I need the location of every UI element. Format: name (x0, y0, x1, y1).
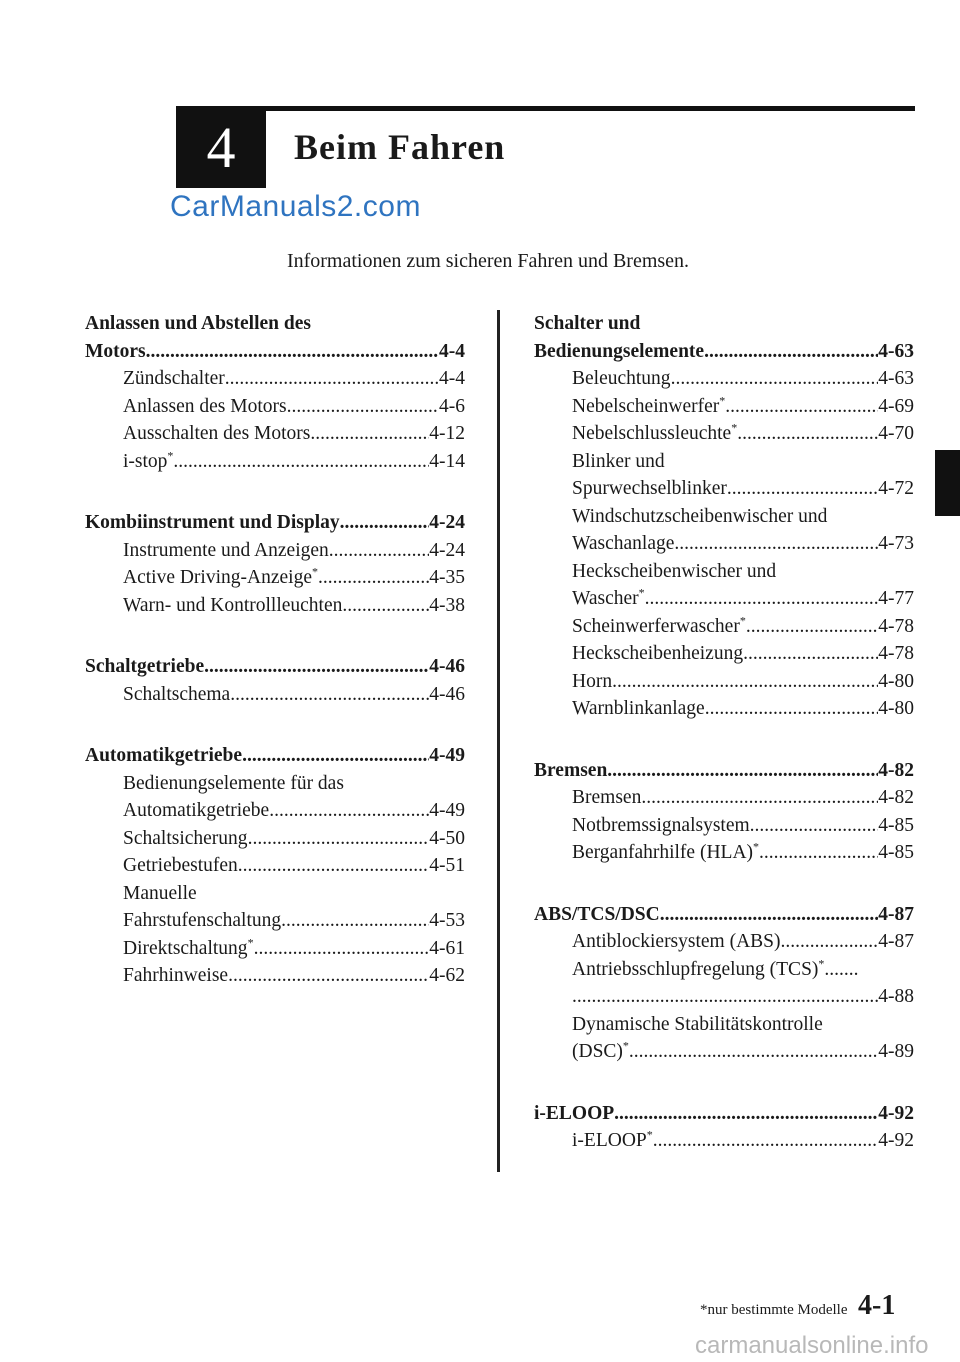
toc-page-number: 4-63 (878, 368, 914, 389)
toc-page-number: 4-69 (878, 395, 914, 417)
toc-page-number: 4-49 (429, 800, 465, 821)
toc-item[interactable] (534, 585, 914, 613)
chapter-tab-marker (935, 450, 960, 516)
toc-section-abs (534, 901, 914, 1066)
toc-section-title: Schaltgetriebe (85, 656, 205, 677)
chapter-number-box (176, 106, 266, 188)
toc-item[interactable] (534, 1038, 914, 1066)
toc-item[interactable] (85, 962, 465, 990)
toc-section-entry[interactable] (534, 1100, 914, 1128)
toc-section-schalter (534, 310, 914, 723)
toc-page-number: 4-24 (429, 512, 465, 533)
toc-item-label: Warn- und Kontrollleuchten (123, 594, 343, 616)
toc-page-number: 4-89 (878, 1041, 914, 1062)
toc-section-title: Motors (85, 340, 146, 362)
toc-page-number: 4-62 (429, 965, 465, 986)
toc-leader-dots (342, 592, 429, 620)
toc-leader-dots (340, 509, 430, 537)
toc-item-label: i-ELOOP* (572, 1127, 653, 1151)
toc-leader-dots (281, 907, 429, 935)
optional-marker: * (622, 1038, 629, 1053)
column-divider (497, 310, 500, 1172)
toc-page-number: 4-73 (878, 533, 914, 554)
toc-page-number: 4-6 (439, 395, 465, 417)
toc-section-title: i-ELOOP (534, 1102, 615, 1124)
toc-leader-dots (704, 338, 878, 366)
toc-page-number: 4-61 (429, 937, 465, 959)
page-number: 4-1 (858, 1290, 896, 1321)
toc-section-anlassen (85, 310, 465, 475)
toc-page-number: 4-35 (429, 567, 465, 588)
toc-item[interactable] (85, 852, 465, 880)
toc-page-number: 4-87 (878, 931, 914, 952)
toc-leader-dots (318, 564, 429, 592)
toc-page-number: 4-4 (439, 368, 465, 389)
toc-leader-dots (329, 537, 429, 565)
toc-item-line: Heckscheibenwischer und (572, 560, 777, 582)
toc-section-entry[interactable] (85, 338, 465, 366)
toc-item[interactable] (534, 1127, 914, 1155)
toc-page-number: 4-92 (878, 1102, 914, 1124)
toc-section-title: Kombiinstrument und Display (85, 512, 340, 533)
toc-page-number: 4-78 (878, 643, 914, 664)
toc-page-number: 4-88 (878, 986, 914, 1007)
toc-item[interactable] (85, 935, 465, 963)
toc-section-schaltgetriebe (85, 653, 465, 708)
toc-page-number: 4-82 (878, 759, 914, 781)
toc-leader-dots (146, 338, 439, 366)
toc-page-number: 4-24 (429, 539, 465, 561)
toc-item[interactable] (534, 695, 914, 723)
toc-item[interactable] (534, 420, 914, 448)
toc-page-number: 4-46 (429, 656, 465, 677)
toc-item-label: Berganfahrhilfe (HLA)* (572, 839, 760, 863)
toc-page-number: 4-4 (439, 340, 465, 362)
toc-leader-dots (238, 852, 429, 880)
toc-item-label: Ausschalten des Motors (123, 423, 311, 444)
toc-item-label: Wascher* (572, 585, 645, 609)
chapter-number: 4 (206, 114, 236, 180)
toc-item-line: Dynamische Stabilitätskontrolle (572, 1013, 823, 1035)
toc-item-line: Blinker und (572, 450, 665, 472)
toc-section-entry[interactable] (85, 509, 465, 537)
toc-item-label: Beleuchtung (572, 368, 671, 389)
toc-item-label: i-stop* (123, 448, 174, 472)
toc-section-automatikgetriebe (85, 742, 465, 990)
toc-page-number: 4-87 (878, 903, 914, 925)
toc-page-number: 4-72 (878, 478, 914, 499)
footer-note: *nur bestimmte Modelle (700, 1302, 848, 1318)
toc-item[interactable] (534, 530, 914, 558)
toc-item-label: Automatikgetriebe (123, 800, 270, 821)
toc-item-label: Getriebestufen (123, 855, 238, 876)
optional-marker: * (719, 393, 726, 407)
toc-leader-dots (572, 983, 878, 1011)
toc-page-number: 4-85 (878, 814, 914, 836)
toc-item-label: Horn (572, 670, 613, 692)
toc-leader-dots (248, 825, 430, 853)
toc-item-label: Instrumente und Anzeigen (123, 539, 329, 561)
toc-page-number: 4-12 (429, 423, 465, 444)
toc-leader-dots (727, 475, 878, 503)
toc-item[interactable] (85, 825, 465, 853)
toc-section-entry[interactable] (85, 742, 465, 770)
toc-leader-dots (310, 420, 429, 448)
toc-leader-dots (228, 962, 429, 990)
toc-page-number: 4-46 (429, 683, 465, 705)
toc-leader-dots (750, 812, 879, 840)
toc-item-label: Spurwechselblinker (572, 478, 727, 499)
toc-page-number: 4-80 (878, 698, 914, 719)
toc-item[interactable] (534, 668, 914, 696)
toc-page-number: 4-49 (429, 745, 465, 766)
toc-item-label: Fahrstufenschaltung (123, 910, 282, 931)
toc-item-line: Antriebsschlupfregelung (TCS)*....... (572, 956, 859, 980)
toc-item-label: Scheinwerferwascher* (572, 613, 746, 637)
toc-item[interactable] (85, 797, 465, 825)
toc-left-column (85, 310, 465, 1024)
toc-item[interactable] (534, 839, 914, 867)
toc-page-number: 4-14 (429, 450, 465, 472)
toc-leader-dots (725, 393, 878, 421)
optional-marker: * (753, 839, 760, 854)
toc-leader-dots (269, 797, 429, 825)
toc-page-number: 4-77 (878, 588, 914, 609)
toc-section-title: Bremsen (534, 759, 608, 781)
toc-section-title: Bedienungselemente (534, 340, 705, 362)
toc-leader-dots (225, 365, 439, 393)
toc-section-title: ABS/TCS/DSC (534, 903, 660, 925)
toc-item[interactable] (85, 907, 465, 935)
toc-leader-dots (653, 1127, 879, 1155)
toc-item-line: Windschutzscheibenwischer und (572, 505, 828, 527)
toc-leader-dots (614, 1100, 878, 1128)
toc-right-column (534, 310, 914, 1189)
toc-leader-dots (204, 653, 429, 681)
toc-page-number: 4-51 (429, 855, 465, 876)
toc-leader-dots (287, 393, 439, 421)
toc-leader-dots (645, 585, 879, 613)
toc-leader-dots (629, 1038, 878, 1066)
toc-item[interactable] (85, 365, 465, 393)
toc-item-label: (DSC)* (572, 1038, 629, 1062)
toc-leader-dots (254, 935, 430, 963)
optional-marker: * (247, 935, 254, 949)
toc-section-entry[interactable] (534, 901, 914, 929)
toc-item-label: Waschanlage (572, 533, 675, 554)
toc-section-eloop (534, 1100, 914, 1155)
toc-leader-dots (641, 784, 878, 812)
toc-page-number: 4-38 (429, 594, 465, 616)
optional-marker: * (646, 1127, 653, 1142)
toc-page-number: 4-78 (878, 615, 914, 637)
toc-page-number: 4-50 (429, 827, 465, 849)
toc-leader-dots (674, 530, 878, 558)
toc-section-title: Automatikgetriebe (85, 745, 243, 766)
toc-item-label: Zündschalter (123, 368, 225, 389)
toc-leader-dots (173, 448, 429, 476)
toc-item-label: Active Driving-Anzeige* (123, 564, 318, 588)
toc-item[interactable] (534, 393, 914, 421)
toc-leader-dots (743, 640, 878, 668)
toc-section-title-line: Anlassen und Abstellen des (85, 313, 311, 334)
optional-marker: * (311, 564, 318, 579)
toc-item-label: Anlassen des Motors (123, 395, 287, 417)
toc-item[interactable] (85, 537, 465, 565)
toc-section-entry[interactable] (534, 338, 914, 366)
optional-marker: * (638, 585, 645, 600)
toc-section-entry[interactable] (85, 653, 465, 681)
toc-leader-dots (746, 613, 878, 641)
optional-marker: * (731, 420, 738, 435)
toc-item[interactable] (534, 365, 914, 393)
toc-item[interactable] (534, 613, 914, 641)
chapter-subtitle: Informationen zum sicheren Fahren und Bremsen. (286, 250, 690, 272)
toc-item-label: Heckscheibenheizung (572, 643, 744, 664)
toc-item[interactable] (85, 393, 465, 421)
toc-leader-dots (230, 681, 429, 709)
toc-page-number: 4-63 (878, 340, 914, 362)
toc-item-label: Bremsen (572, 787, 642, 808)
toc-leader-dots (612, 668, 878, 696)
toc-item[interactable] (534, 475, 914, 503)
toc-item-label: Antiblockiersystem (ABS) (572, 931, 781, 952)
chapter-title: Beim Fahren (294, 127, 506, 167)
optional-marker: * (818, 956, 825, 970)
chapter-rule (176, 106, 915, 111)
toc-item[interactable] (85, 681, 465, 709)
footer-watermark-url: carmanualsonline.info (695, 1332, 929, 1359)
toc-page-number: 4-92 (878, 1130, 914, 1151)
toc-section-kombiinstrument (85, 509, 465, 619)
toc-page-number: 4-70 (878, 423, 914, 444)
optional-marker: * (739, 613, 746, 627)
toc-leader-dots (781, 928, 879, 956)
toc-leader-dots (705, 695, 879, 723)
toc-item[interactable] (534, 928, 914, 956)
toc-section-bremsen (534, 757, 914, 867)
toc-leader-dots (242, 742, 429, 770)
toc-item-label: Direktschaltung* (123, 935, 254, 959)
toc-item-label: Nebelschlussleuchte* (572, 420, 738, 444)
toc-item-label: Warnblinkanlage (572, 698, 705, 719)
toc-item-label: Schaltschema (123, 683, 231, 705)
toc-item[interactable] (534, 640, 914, 668)
toc-page-number: 4-85 (878, 842, 914, 863)
toc-item-label: Fahrhinweise (123, 965, 229, 986)
toc-item-label: Notbremssignalsystem (572, 814, 750, 836)
toc-item-line: Manuelle (123, 882, 197, 904)
optional-marker: * (167, 448, 174, 462)
toc-item-line: Bedienungselemente für das (123, 772, 344, 794)
toc-item[interactable] (85, 564, 465, 592)
toc-item-label: Nebelscheinwerfer* (572, 393, 726, 417)
toc-page-number: 4-82 (878, 787, 914, 808)
toc-page-number: 4-80 (878, 670, 914, 692)
toc-leader-dots (607, 757, 878, 785)
toc-item[interactable] (85, 448, 465, 476)
toc-page-number: 4-53 (429, 910, 465, 931)
toc-leader-dots (671, 365, 879, 393)
toc-section-title-line: Schalter und (534, 313, 641, 334)
toc-item[interactable] (534, 784, 914, 812)
watermark-text: CarManuals2.com (170, 190, 421, 223)
toc-leader-dots (759, 839, 878, 867)
toc-item-label: Schaltsicherung (123, 827, 248, 849)
toc-item[interactable] (85, 420, 465, 448)
toc-item[interactable] (85, 592, 465, 620)
toc-leader-dots (737, 420, 878, 448)
toc-section-entry[interactable] (534, 757, 914, 785)
toc-leader-dots (660, 901, 879, 929)
toc-item[interactable] (534, 983, 914, 1011)
toc-item[interactable] (534, 812, 914, 840)
